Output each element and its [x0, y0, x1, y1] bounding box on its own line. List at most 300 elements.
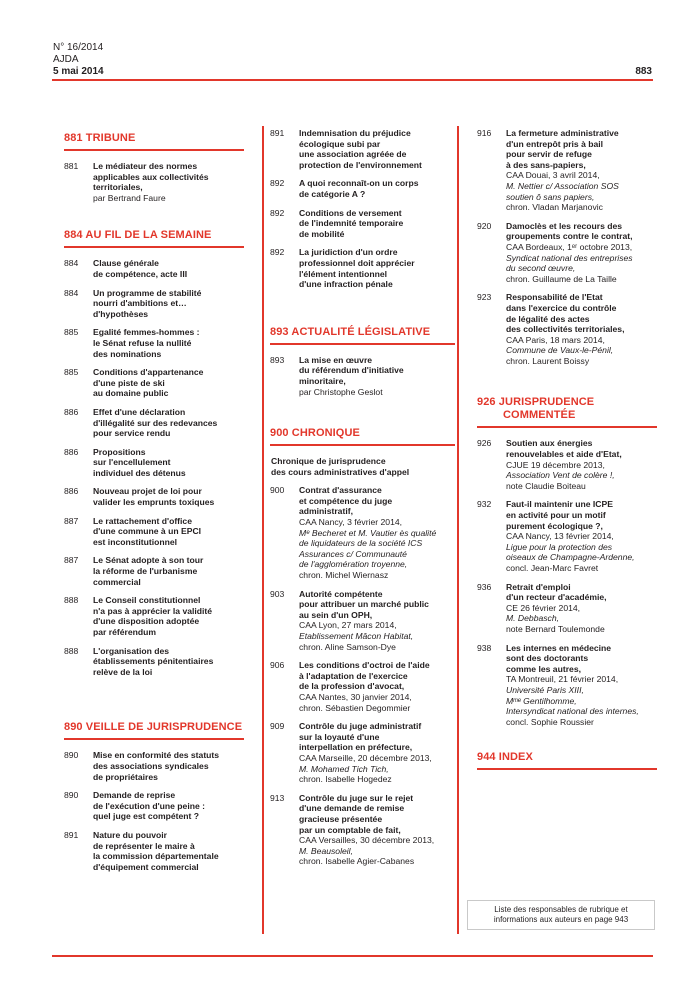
detail-line: CE 26 février 2014,	[506, 602, 581, 613]
entry-title	[93, 327, 244, 359]
title-line: pour servir de refuge	[506, 149, 592, 160]
title-line: Mise en conformité des statuts	[93, 750, 220, 761]
title-line: gracieuse présentée	[299, 813, 383, 824]
entry-details	[93, 193, 244, 204]
page-ref: 891	[270, 128, 285, 138]
title-line: A quoi reconnaît-on un corps	[299, 178, 419, 189]
entry-title	[506, 128, 657, 170]
title-line: d'une disposition adoptée	[93, 616, 200, 627]
title-line: de catégorie A ?	[299, 188, 366, 199]
party-line: soutien ô sans papiers,	[506, 191, 595, 202]
issue-number: N° 16/2014	[53, 42, 104, 53]
list-veille	[64, 750, 244, 872]
entry-text	[93, 790, 244, 822]
author-line: concl. Jean-Marc Favret	[506, 563, 599, 573]
title-line: quel juge est compétent ?	[93, 811, 200, 822]
title-line: de l'exécution d'une peine :	[93, 800, 206, 811]
entry-title	[93, 516, 244, 548]
title-line: Contrôle du juge administratif	[299, 721, 422, 732]
toc-entry[interactable]	[477, 438, 657, 491]
toc-entry[interactable]	[64, 407, 244, 439]
entry-title	[93, 407, 244, 439]
toc-column-1	[64, 128, 244, 880]
title-line: d'un entrepôt pris à bail	[506, 138, 604, 149]
entry-title	[93, 447, 244, 479]
title-line: Le Conseil constitutionnel	[93, 595, 201, 606]
journal-name: AJDA	[53, 54, 79, 65]
toc-entry[interactable]	[64, 447, 244, 479]
entry-title	[93, 595, 244, 637]
toc-entry[interactable]	[477, 643, 657, 728]
entry-text	[93, 555, 244, 587]
title-line: Nature du pouvoir	[93, 829, 168, 840]
toc-entry[interactable]	[64, 258, 244, 279]
entry-title	[93, 288, 244, 320]
title-line: Les conditions d'octroi de l'aide	[299, 660, 430, 671]
page-ref: 888	[64, 645, 79, 656]
title-line: La fermeture administrative	[506, 128, 619, 138]
entry-text	[93, 447, 244, 479]
page-ref: 881	[64, 161, 79, 171]
page-ref: 890	[64, 790, 79, 801]
party-line: M. Debbasch,	[506, 613, 560, 624]
title-line: Faut-il maintenir une ICPE	[506, 499, 613, 510]
section-heading-chronique: 900 CHRONIQUE	[270, 427, 360, 440]
list-col3-top	[477, 128, 657, 366]
entry-title	[93, 486, 244, 507]
entry-text	[299, 247, 455, 289]
section-rule	[477, 768, 657, 770]
entry-text	[506, 438, 657, 491]
list-tribune	[64, 161, 244, 203]
author-line: note Claudie Boiteau	[506, 480, 586, 491]
entry-title	[506, 582, 657, 603]
entry-title	[93, 161, 244, 193]
page-ref: 936	[477, 581, 492, 592]
title-line: des collectivités territoriales,	[506, 324, 625, 335]
entry-title	[299, 485, 455, 517]
section-heading-index: 944 INDEX	[477, 751, 533, 764]
title-line: des nominations	[93, 348, 162, 359]
entry-text	[93, 258, 244, 279]
title-line: Les internes en médecine	[506, 642, 612, 653]
toc-entry[interactable]	[270, 178, 455, 199]
section-heading-veille: 890 VEILLE DE JURISPRUDENCE	[64, 721, 243, 734]
entry-title	[506, 292, 657, 334]
title-line: l'élément intentionnel	[299, 268, 387, 279]
title-line: Egalité femmes-hommes :	[93, 327, 200, 338]
entry-details	[299, 517, 455, 581]
party-line: Ligue pour la protection des	[506, 541, 613, 552]
title-line: établissements pénitentiaires	[93, 656, 214, 667]
toc-entry[interactable]	[270, 793, 455, 867]
toc-entry[interactable]	[477, 292, 657, 366]
toc-entry[interactable]	[477, 582, 657, 635]
toc-column-2	[270, 128, 455, 875]
entry-text	[93, 646, 244, 678]
issue-header	[53, 42, 104, 78]
toc-entry[interactable]	[64, 830, 244, 872]
author-line: chron. Aline Samson-Dye	[299, 641, 396, 652]
toc-entry[interactable]	[64, 595, 244, 637]
party-line: M. Nettier c/ Association SOS	[506, 180, 619, 191]
title-line: de propriétaires	[93, 771, 158, 782]
entry-details	[299, 620, 455, 652]
detail-line: par Christophe Geslot	[299, 386, 383, 397]
title-line: relève de la loi	[93, 666, 153, 677]
box-line: informations aux auteurs en page 943	[493, 915, 629, 924]
entry-text	[93, 161, 244, 203]
page-ref: 923	[477, 292, 492, 303]
entry-text	[299, 355, 455, 397]
section-heading-semaine: 884 AU FIL DE LA SEMAINE	[64, 229, 212, 242]
title-line: au domaine public	[93, 388, 169, 399]
toc-entry[interactable]	[64, 750, 244, 782]
title-line: Clause générale	[93, 258, 159, 269]
page-ref: 885	[64, 367, 79, 378]
party-line: oiseaux de Champagne-Ardenne,	[506, 552, 635, 563]
title-line: une association agréée de	[299, 149, 407, 160]
title-line: interpellation en préfecture,	[299, 742, 413, 753]
detail-line: CAA Lyon, 27 mars 2014,	[299, 620, 397, 631]
title-line: Propositions	[93, 446, 146, 457]
toc-entry[interactable]	[270, 589, 455, 653]
entry-title	[506, 499, 657, 531]
title-line: Damoclès et les recours des	[506, 220, 623, 231]
detail-line: CAA Marseille, 20 décembre 2013,	[299, 752, 432, 763]
page-ref: 893	[270, 354, 285, 365]
chronique-subtitle	[270, 456, 455, 477]
title-line: pour attribuer un marché public	[299, 599, 429, 610]
toc-entry[interactable]	[64, 646, 244, 678]
entry-title	[299, 178, 455, 199]
toc-entry[interactable]	[477, 499, 657, 573]
entry-text	[93, 288, 244, 320]
toc-entry[interactable]	[270, 721, 455, 785]
entry-details	[299, 692, 455, 713]
title-line: d'une demande de remise	[299, 803, 405, 814]
entry-text	[93, 750, 244, 782]
title-line: de la profession d'avocat,	[299, 681, 405, 692]
title-line: individuel des détenus	[93, 467, 186, 478]
entry-title	[299, 208, 455, 240]
page-ref: 887	[64, 555, 79, 566]
author-line: chron. Guillaume de La Taille	[506, 273, 617, 284]
title-line: Un programme de stabilité	[93, 287, 202, 298]
entry-details	[299, 387, 455, 398]
title-line: groupements contre le contrat,	[506, 231, 633, 242]
section-rule	[270, 343, 455, 345]
title-line: Conditions de versement	[299, 207, 402, 218]
title-line: Nouveau projet de loi pour	[93, 486, 202, 497]
toc-entry[interactable]	[477, 128, 657, 213]
entry-text	[506, 582, 657, 635]
detail-line: CAA Bordeaux, 1ᵉʳ octobre 2013,	[506, 241, 633, 252]
section-heading-tribune: 881 TRIBUNE	[64, 132, 136, 144]
page-ref: 892	[270, 247, 285, 258]
header-rule	[52, 79, 653, 81]
page-ref: 884	[64, 258, 79, 269]
entry-details	[299, 835, 455, 867]
title-line: pour service rendu	[93, 428, 171, 439]
party-line: M. Beausoleil,	[299, 845, 353, 856]
entry-text	[299, 128, 455, 170]
toc-entry[interactable]	[64, 555, 244, 587]
entry-text	[93, 407, 244, 439]
toc-entry[interactable]	[64, 367, 244, 399]
section-heading-commentee	[477, 396, 657, 422]
title-line: est inconstitutionnel	[93, 536, 178, 547]
detail-line: CAA Paris, 18 mars 2014,	[506, 334, 605, 345]
section-heading-legislative: 893 ACTUALITÉ LÉGISLATIVE	[270, 325, 431, 338]
toc-entry[interactable]	[64, 790, 244, 822]
list-legislative	[270, 355, 455, 397]
page-ref: 932	[477, 499, 492, 510]
toc-entry[interactable]	[477, 221, 657, 285]
entry-title	[299, 247, 455, 289]
page-ref: 938	[477, 642, 492, 653]
author-line: chron. Michel Wiernasz	[299, 570, 389, 581]
title-line: et compétence du juge	[299, 495, 393, 506]
title-line: du référendum d'initiative	[299, 365, 404, 376]
toc-entry[interactable]	[64, 161, 244, 203]
detail-line: CAA Douai, 3 avril 2014,	[506, 170, 600, 181]
entry-details	[506, 460, 657, 492]
title-line: Autorité compétente	[299, 588, 383, 599]
title-line: sur la loyauté d'une	[299, 731, 380, 742]
party-line: Intersyndicat national des internes,	[506, 706, 639, 717]
title-line: valider les emprunts toxiques	[93, 497, 215, 508]
title-line: en activité pour un motif	[506, 510, 606, 521]
list-col2-top	[270, 128, 455, 290]
page-ref: 903	[270, 588, 285, 599]
entry-text	[299, 589, 455, 653]
entry-title	[506, 221, 657, 242]
title-line: Conditions d'appartenance	[93, 367, 204, 378]
author-line: chron. Laurent Boissy	[506, 355, 590, 366]
title-line: Contrôle du juge sur le rejet	[299, 792, 414, 803]
title-line: Indemnisation du préjudice	[299, 128, 411, 138]
title-line: Retrait d'emploi	[506, 581, 571, 592]
title-line: administratif,	[299, 506, 353, 517]
title-line: dans l'exercice du contrôle	[506, 302, 617, 313]
title-line: de légalité des actes	[506, 313, 590, 324]
page-ref: 887	[64, 515, 79, 526]
list-semaine	[64, 258, 244, 677]
title-line: sur l'encellulement	[93, 457, 171, 468]
entry-text	[299, 178, 455, 199]
list-commentee	[477, 438, 657, 727]
title-line: au sein d'un OPH,	[299, 609, 373, 620]
title-line: d'équipement commercial	[93, 861, 199, 872]
subtitle-line: des cours administratives d'appel	[271, 466, 410, 477]
toc-entry[interactable]	[270, 485, 455, 580]
entry-text	[299, 660, 455, 713]
entry-text	[506, 643, 657, 728]
title-line: La juridiction d'un ordre	[299, 247, 398, 258]
author-line: chron. Isabelle Hogedez	[299, 774, 392, 785]
title-line: Soutien aux énergies	[506, 438, 593, 449]
author-line: chron. Sébastien Degommier	[299, 702, 411, 713]
page-ref: 885	[64, 327, 79, 338]
entry-text	[93, 516, 244, 548]
toc-entry[interactable]	[64, 327, 244, 359]
title-line: de compétence, acte III	[93, 268, 188, 279]
entry-details	[506, 603, 657, 635]
title-line: d'illégalité sur des redevances	[93, 417, 218, 428]
title-line: applicables aux collectivités	[93, 171, 209, 182]
list-chronique	[270, 485, 455, 867]
party-line: de liquidateurs de la société ICS	[299, 538, 423, 549]
title-line: professionnel doit apprécier	[299, 257, 415, 268]
title-line: Le rattachement d'office	[93, 515, 192, 526]
issue-date: 5 mai 2014	[53, 66, 104, 77]
page-ref: 886	[64, 446, 79, 457]
party-line: M. Mohamed Tich Tich,	[299, 763, 389, 774]
page-ref: 920	[477, 220, 492, 231]
detail-line: CAA Nancy, 3 février 2014,	[299, 517, 403, 528]
entry-title	[506, 643, 657, 675]
title-line: minoritaire,	[299, 375, 346, 386]
title-line: purement écologique ?,	[506, 520, 603, 531]
title-line: Effet d'une déclaration	[93, 406, 186, 417]
entry-text	[93, 327, 244, 359]
page-ref: 888	[64, 595, 79, 606]
page-ref: 916	[477, 128, 492, 138]
footer-rule	[52, 955, 653, 957]
entry-details	[506, 531, 657, 573]
title-line: Demande de reprise	[93, 790, 176, 801]
author-line: chron. Isabelle Agier-Cabanes	[299, 856, 415, 867]
party-line: du second œuvre,	[506, 263, 576, 274]
entry-title	[299, 721, 455, 753]
entry-title	[93, 790, 244, 822]
title-line: L'organisation des	[93, 645, 170, 656]
title-line: par référendum	[93, 627, 157, 637]
entry-title	[299, 589, 455, 621]
title-line: à l'adaptation de l'exercice	[299, 670, 408, 681]
page-number: 883	[635, 66, 652, 77]
section-rule	[64, 149, 244, 151]
title-line: La mise en œuvre	[299, 354, 373, 365]
party-line: Mᵐᵉ Gentilhomme,	[506, 695, 577, 706]
title-line: d'une commune à un EPCI	[93, 526, 202, 537]
entry-text	[506, 499, 657, 573]
entry-details	[506, 170, 657, 212]
entry-title	[299, 660, 455, 692]
entry-title	[93, 367, 244, 399]
title-line: protection de l'environnement	[299, 159, 422, 170]
toc-column-3	[477, 128, 657, 780]
title-line: d'un recteur d'académie,	[506, 592, 607, 603]
page-ref: 909	[270, 721, 285, 732]
title-line: comme les autres,	[506, 663, 581, 674]
title-line: des associations syndicales	[93, 760, 209, 771]
detail-line: CJUE 19 décembre 2013,	[506, 459, 605, 470]
entry-text	[506, 128, 657, 213]
page-ref: 892	[270, 207, 285, 218]
entry-title	[93, 258, 244, 279]
title-line: nourri d'ambitions et…	[93, 298, 187, 309]
heading-line: COMMENTÉE	[503, 409, 576, 422]
section-rule	[64, 246, 244, 248]
entry-text	[93, 486, 244, 507]
entry-text	[506, 221, 657, 285]
entry-title	[299, 128, 455, 170]
toc-entry[interactable]	[270, 128, 455, 170]
entry-title	[299, 355, 455, 387]
party-line: Association Vent de colère !,	[506, 470, 615, 481]
party-line: de l'agglomération troyenne,	[299, 559, 408, 570]
title-line: la réforme de l'urbanisme	[93, 566, 198, 577]
entry-text	[299, 208, 455, 240]
title-line: Responsabilité de l'Etat	[506, 292, 603, 303]
authors-info-box	[467, 900, 655, 930]
entry-text	[299, 793, 455, 867]
toc-entry[interactable]	[270, 660, 455, 713]
title-line: la commission départementale	[93, 851, 219, 862]
author-line: chron. Vladan Marjanovic	[506, 202, 603, 213]
detail-line: CAA Nantes, 30 janvier 2014,	[299, 691, 412, 702]
title-line: le Sénat refuse la nullité	[93, 337, 192, 348]
title-line: d'hypothèses	[93, 308, 149, 319]
entry-details	[506, 674, 657, 727]
column-divider-right	[457, 126, 459, 934]
title-line: à des sans-papiers,	[506, 159, 586, 170]
toc-entry[interactable]	[64, 288, 244, 320]
party-line: Assurances c/ Communauté	[299, 548, 407, 559]
subtitle-line: Chronique de jurisprudence	[271, 456, 386, 467]
toc-entry[interactable]	[64, 516, 244, 548]
detail-line: CAA Nancy, 13 février 2014,	[506, 531, 614, 542]
page-ref: 926	[477, 438, 492, 449]
entry-title	[506, 438, 657, 459]
party-line: Mᵉ Becheret et M. Vautier ès qualité	[299, 527, 437, 538]
entry-title	[93, 750, 244, 782]
title-line: commercial	[93, 576, 141, 587]
title-line: d'une piste de ski	[93, 377, 165, 388]
entry-text	[506, 292, 657, 366]
page-ref: 886	[64, 486, 79, 497]
entry-details	[506, 335, 657, 367]
title-line: écologique subi par	[299, 138, 381, 149]
author-line: concl. Sophie Roussier	[506, 716, 594, 727]
party-line: Syndicat national des entreprises	[506, 252, 633, 263]
party-line: Université Paris XIII,	[506, 684, 584, 695]
entry-text	[93, 830, 244, 872]
title-line: n'a pas à apprécier la validité	[93, 605, 213, 616]
title-line: de mobilité	[299, 228, 345, 239]
entry-text	[93, 367, 244, 399]
toc-entry[interactable]	[64, 486, 244, 507]
entry-text	[299, 485, 455, 580]
heading-line: 926 JURISPRUDENCE	[477, 396, 595, 409]
toc-entry[interactable]	[270, 208, 455, 240]
section-rule	[270, 444, 455, 446]
title-line: territoriales,	[93, 182, 143, 193]
party-line: Etablissement Mâcon Habitat,	[299, 631, 414, 641]
title-line: renouvelables et aide d'Etat,	[506, 449, 622, 460]
title-line: Le Sénat adopte à son tour	[93, 555, 204, 566]
detail-line: par Bertrand Faure	[93, 192, 166, 203]
detail-line: CAA Versailles, 30 décembre 2013,	[299, 835, 435, 846]
page-ref: 884	[64, 287, 79, 298]
toc-entry[interactable]	[270, 355, 455, 397]
section-rule	[477, 426, 657, 428]
entry-title	[299, 793, 455, 835]
page-ref: 900	[270, 485, 285, 496]
toc-entry[interactable]	[270, 247, 455, 289]
